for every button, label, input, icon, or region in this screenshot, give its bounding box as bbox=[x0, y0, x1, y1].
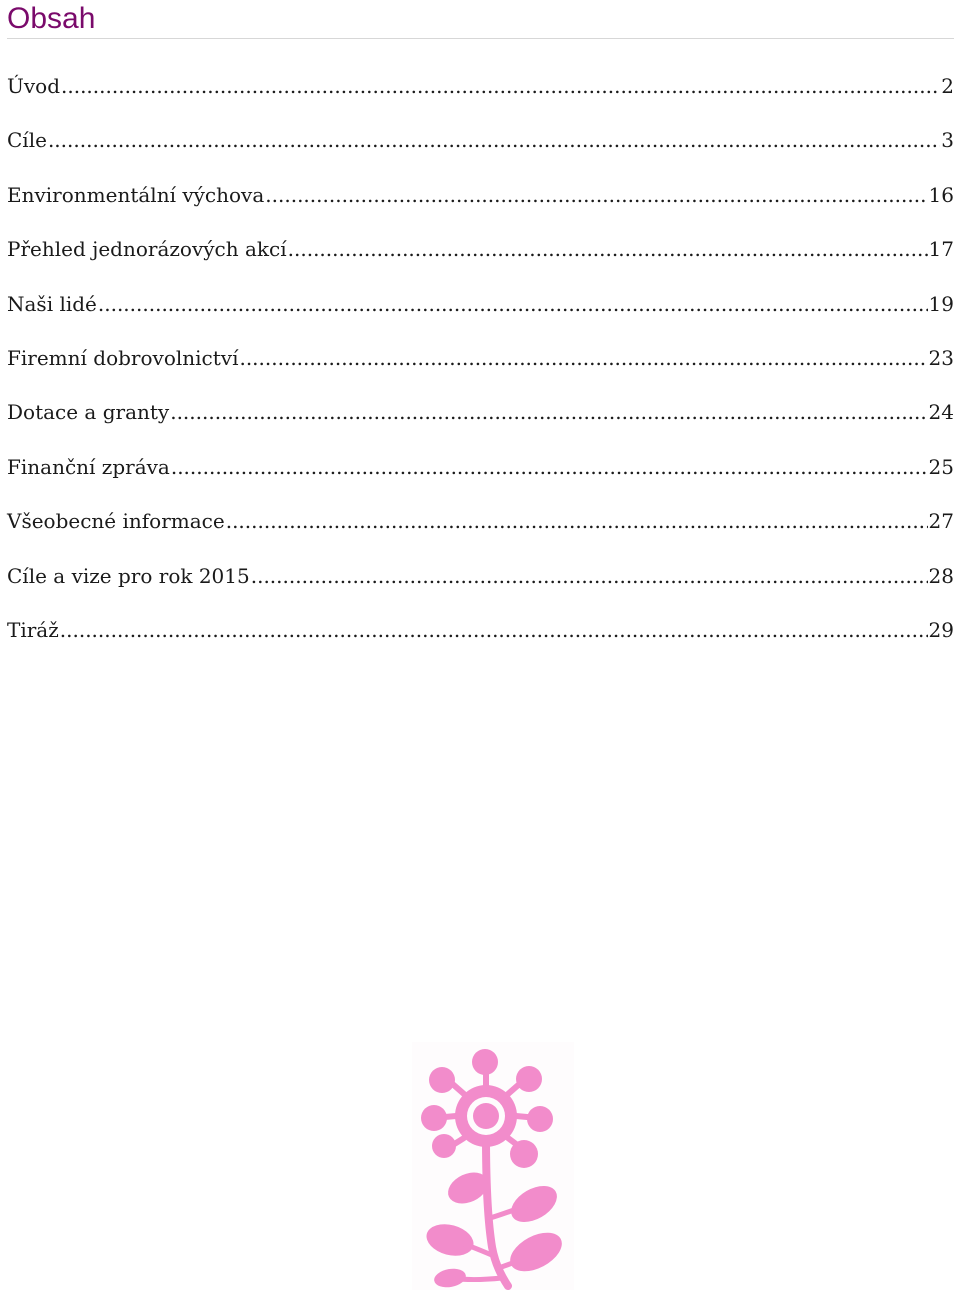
toc-page-number: 3 bbox=[941, 128, 954, 153]
toc-entry-title: Úvod bbox=[7, 74, 60, 98]
toc-dot-leader bbox=[265, 181, 927, 209]
toc-entry-uvod[interactable] bbox=[7, 72, 954, 126]
toc-entry-tiraz[interactable] bbox=[7, 616, 954, 670]
toc-page-number: 19 bbox=[928, 291, 954, 316]
toc-dot-leader bbox=[288, 235, 928, 263]
toc-page-number: 24 bbox=[928, 400, 954, 425]
toc-dot-leader bbox=[226, 507, 928, 535]
toc-entry-title: Firemní dobrovolnictví bbox=[7, 345, 239, 370]
toc-page-number: 2 bbox=[941, 74, 954, 98]
toc-dot-leader bbox=[61, 72, 940, 100]
toc-page-number: 23 bbox=[928, 345, 954, 370]
toc-entry-firemni-dobrovolnictvi[interactable] bbox=[7, 344, 954, 398]
toc-dot-leader bbox=[171, 453, 928, 481]
page-title: Obsah bbox=[7, 2, 96, 35]
toc-dot-leader bbox=[60, 616, 928, 644]
toc-entry-environmentalni-vychova[interactable] bbox=[7, 181, 954, 235]
table-of-contents bbox=[7, 72, 954, 670]
toc-entry-nasi-lide[interactable] bbox=[7, 290, 954, 344]
toc-entry-cile[interactable] bbox=[7, 126, 954, 180]
toc-page-number: 28 bbox=[928, 563, 954, 588]
toc-entry-title: Cíle bbox=[7, 128, 47, 153]
toc-page-number: 27 bbox=[928, 509, 954, 534]
toc-entry-title: Environmentální výchova bbox=[7, 182, 265, 207]
toc-page-number: 16 bbox=[928, 182, 954, 207]
toc-dot-leader bbox=[239, 344, 927, 372]
toc-entry-title: Finanční zpráva bbox=[7, 454, 170, 479]
toc-entry-prehled-akci[interactable] bbox=[7, 235, 954, 289]
toc-entry-dotace-a-granty[interactable] bbox=[7, 398, 954, 452]
toc-dot-leader bbox=[98, 290, 928, 318]
toc-dot-leader bbox=[170, 398, 927, 426]
toc-page-number: 29 bbox=[928, 617, 954, 642]
heading-divider bbox=[7, 38, 954, 39]
toc-page-number: 17 bbox=[928, 237, 954, 262]
toc-entry-title: Všeobecné informace bbox=[7, 509, 225, 534]
toc-entry-title: Dotace a granty bbox=[7, 400, 170, 425]
toc-dot-leader bbox=[251, 562, 928, 590]
toc-entry-title: Cíle a vize pro rok 2015 bbox=[7, 563, 250, 588]
toc-entry-title: Přehled jednorázových akcí bbox=[7, 237, 287, 262]
toc-entry-title: Tiráž bbox=[7, 617, 59, 642]
toc-entry-cile-a-vize-2015[interactable] bbox=[7, 562, 954, 616]
toc-page-number: 25 bbox=[928, 454, 954, 479]
toc-entry-financni-zprava[interactable] bbox=[7, 453, 954, 507]
toc-entry-vseobecne-informace[interactable] bbox=[7, 507, 954, 561]
toc-entry-title: Naši lidé bbox=[7, 291, 97, 316]
toc-dot-leader bbox=[48, 126, 940, 154]
flower-logo-icon bbox=[412, 1042, 574, 1290]
